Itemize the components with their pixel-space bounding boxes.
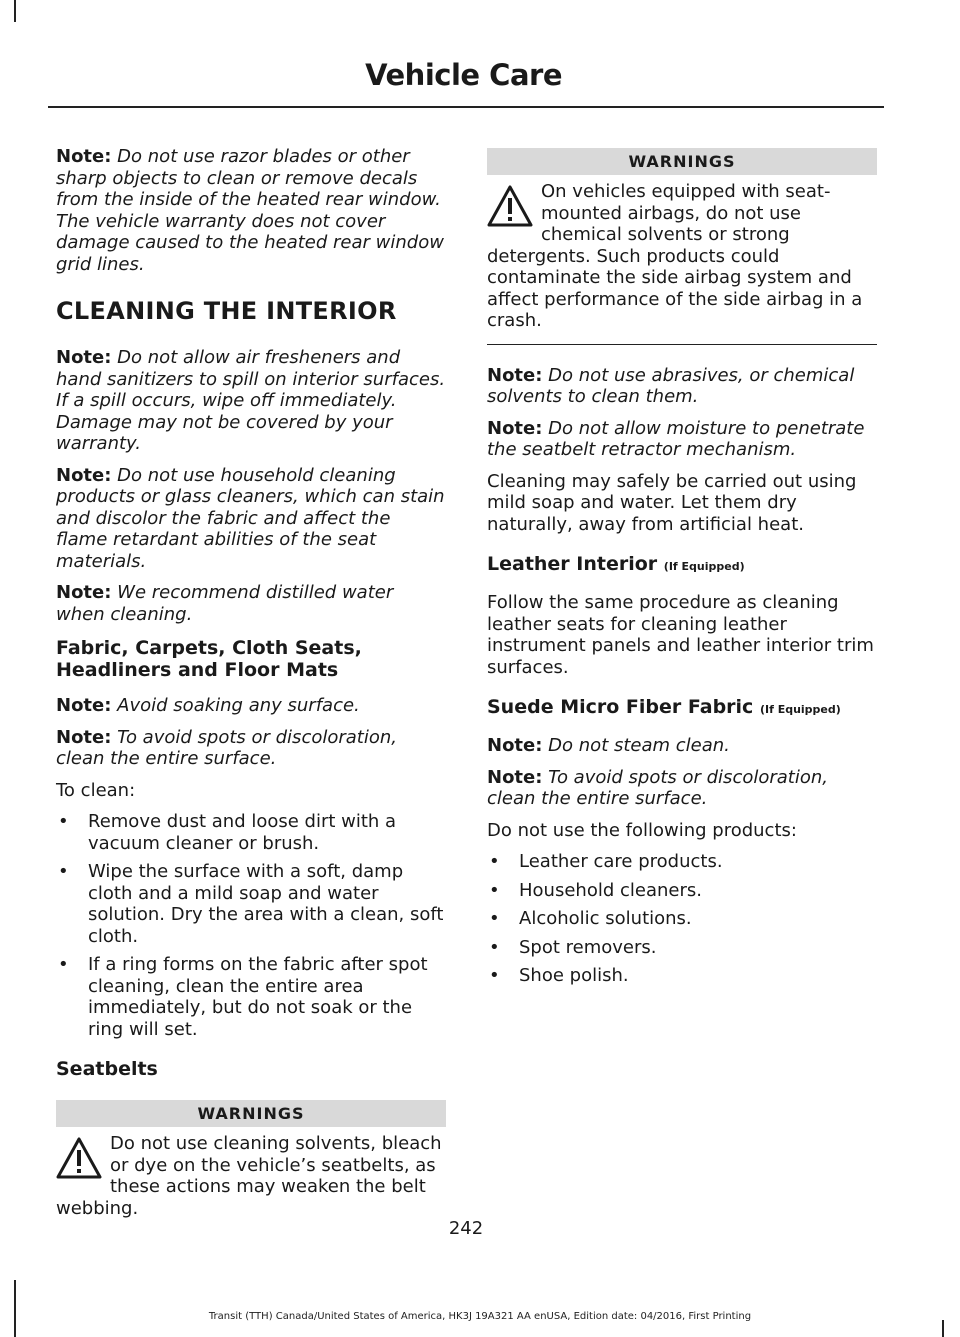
note-steam: Note: Do not steam clean. [487, 735, 730, 756]
list-item: • If a ring forms on the fabric after spot cleaning, clean the entire area immediately, but do not soak or the ring will set. [58, 954, 428, 1040]
note-household-cleaning: Note: Do not use household cleaning products or glass cleaners, which can stain and discolor the fabric and affect the flame retardant abilities of the seat materials. [56, 464, 445, 572]
para-mild-soap: Cleaning may safely be carried out using mild soap and water. Let them dry naturally, away from artificial heat. [487, 470, 857, 535]
list-item: • Wipe the surface with a soft, damp cloth and a mild soap and water solution. Dry the area with a clean, soft cloth. [58, 861, 444, 947]
note-abrasives: Note: Do not use abrasives, or chemical solvents to clean them. [487, 364, 855, 407]
cleaning-steps-list [56, 811, 446, 1040]
airbag-warning-box [487, 148, 877, 345]
warnings-header: WARNINGS [56, 1100, 446, 1127]
subheading-leather: Leather Interior (If Equipped) [487, 553, 745, 575]
note-avoid-soaking: Note: Avoid soaking any surface. [56, 695, 360, 716]
crop-mark-top-left [14, 0, 16, 22]
warnings-header: WARNINGS [487, 148, 877, 175]
para-leather: Follow the same procedure as cleaning leather seats for cleaning leather instrument panels and leather interior trim surfaces. [487, 592, 874, 678]
subheading-seatbelts: Seatbelts [56, 1058, 158, 1080]
note-razor: Note: Do not use razor blades or other sharp objects to clean or remove decals from the inside of the heated rear window. The vehicle warranty does not cover damage caused to the heated rear window grid lines. [56, 146, 444, 275]
right-column [487, 146, 877, 997]
warning-triangle-icon [487, 184, 533, 228]
prohibited-products-list [487, 851, 877, 987]
page-title: Vehicle Care [365, 58, 562, 92]
to-clean-label: To clean: [56, 779, 136, 801]
note-avoid-spots-suede: Note: To avoid spots or discoloration, clean the entire surface. [487, 766, 828, 809]
list-item: • Household cleaners. [489, 879, 702, 901]
page-number: 242 [448, 1218, 484, 1239]
crop-mark-bottom-left [14, 1280, 16, 1337]
crop-mark-bottom-right [942, 1320, 944, 1337]
para-do-not-use: Do not use the following products: [487, 819, 797, 841]
subheading-suede: Suede Micro Fiber Fabric (If Equipped) [487, 696, 841, 718]
warning-divider [487, 344, 877, 345]
subheading-fabric: Fabric, Carpets, Cloth Seats, Headliners and Floor Mats [56, 637, 362, 681]
warning-triangle-icon [56, 1136, 102, 1180]
list-item: • Remove dust and loose dirt with a vacuum cleaner or brush. [58, 811, 397, 854]
header-divider [48, 106, 884, 108]
footer-text: Transit (TTH) Canada/United States of America, HK3J 19A321 AA enUSA, Edition date: 04/2016, First Printing [208, 1311, 752, 1322]
note-distilled-water: Note: We recommend distilled water when cleaning. [56, 582, 394, 625]
section-heading-cleaning-interior: CLEANING THE INTERIOR [56, 297, 397, 325]
list-item: • Alcoholic solutions. [489, 908, 692, 929]
note-air-fresheners: Note: Do not allow air fresheners and hand sanitizers to spill on interior surfaces. If a spill occurs, wipe off immediately. Damage may not be covered by your warranty. [56, 347, 446, 454]
list-item: • Shoe polish. [489, 965, 629, 986]
list-item: • Spot removers. [489, 936, 657, 958]
note-avoid-spots: Note: To avoid spots or discoloration, clean the entire surface. [56, 726, 397, 769]
note-moisture: Note: Do not allow moisture to penetrate the seatbelt retractor mechanism. [487, 417, 865, 460]
seatbelt-warning-box [56, 1100, 446, 1219]
left-column [56, 146, 446, 1233]
list-item: • Leather care products. [489, 851, 723, 872]
airbag-warning-text: On vehicles equipped with seat-mounted airbags, do not use chemical solvents or strong detergents. Such products could contaminate the side airbag system and affect performance of the side airbag in a crash. [487, 181, 863, 331]
seatbelt-warning-text: Do not use cleaning solvents, bleach or dye on the vehicle’s seatbelts, as these actions may weaken the belt webbing. [56, 1133, 442, 1219]
